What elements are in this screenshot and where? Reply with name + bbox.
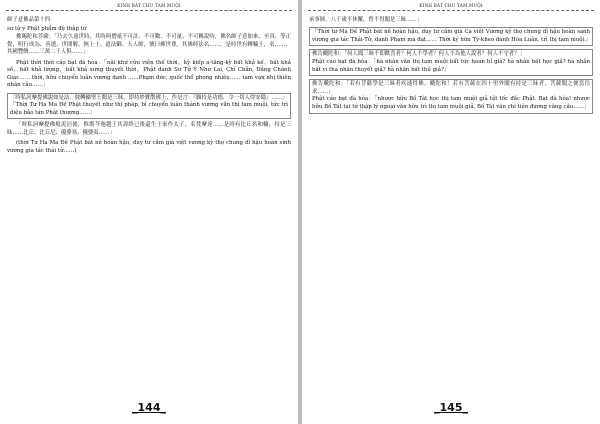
- paragraph-zh: 承事師，八千歲不休懈，曾不得聞是三昧……」: [309, 17, 423, 23]
- right-page: [302, 0, 600, 424]
- paragraph-vi: Phật cáo bạt đà hòa：「nhược hữu Bồ Tát học thị tam muội giả tật tốc đắc Phật. Bạt đà hòa! nhược hữu Bồ Tát tại tứ thập lý ngoại văn hữu trì thị tam muội giả, Bồ Tát văn chi tiện đương vãng cầu……」: [312, 96, 590, 110]
- header-rule: [6, 10, 292, 11]
- left-body: [7, 17, 291, 384]
- paragraph-zh: 「時私訶摩提佛說如是法，彼轉輪聖王聞是三昧，即持妙寶散佛上，作是言：『願持是功德，令一切人得安隱』……」: [10, 94, 288, 101]
- chapter-title-zh: 師子意佛品第十四: [7, 17, 51, 23]
- paragraph-vi: 「Thời tư Ma Đề Phật bát nê hoàn hậu, duy tư cầm già Ca việt Vương kỳ thọ chung dĩ hậu hoàn sanh vương gia tác Thái-Tử, danh Phạm ma đạt…… Thời ký hữu Tỳ-kheo danh Hòa Luân, trì thị tam muội.」: [312, 29, 592, 43]
- paragraph-zh: 佛告颰陀和：「若有菩薩學是三昧者疾速得佛。颰陀和！若有菩薩在四十里外聞有持是三昧者，菩薩聞之便當往求……」: [312, 81, 590, 95]
- paragraph-vi: Phật cáo bạt đà hòa：「hà nhân văn thị tam muội bất tức hoan hỉ giả? hà nhân bất học giả? hà nhân bất vi tha nhân thuyết giả? hà nhân bất thủ giả?」: [312, 58, 590, 73]
- running-header-right: KINH BÁT CHU TAM MUỘI: [419, 3, 483, 8]
- running-header-left: KINH BÁT CHU TAM MUỘI: [117, 3, 181, 8]
- left-page: [0, 0, 298, 424]
- quoted-block: [309, 79, 593, 113]
- paragraph-vi: Phật thời thời cáo bạt đà hòa：「nãi khứ cửu viễn thế thời，kỳ kiếp a-tăng-kỳ bất khả kế，bất khả số，bất khả lượng，bất khả xưng thuyết thời，Phật danh Sư Tử Ý Như Lai, Chí Chân, Đẳng Chánh Giác…… thời, hữu chuyển luân vương danh ……Phạm đức, quốc thổ phong nhiêu…… tam vạn nhị thiên nhân câu……」: [7, 59, 291, 89]
- quoted-block: [309, 27, 593, 46]
- header-rule: [308, 10, 594, 11]
- paragraph-vi: 「Thời Tư Ha Ma Đề Phật thuyết như thị pháp, bỉ chuyển luân thánh vương văn thị tam muội, tức trì diệu bảo tán Phật thượng……」: [10, 102, 288, 116]
- quoted-block: [309, 49, 593, 76]
- page-number-right: _145_: [434, 401, 468, 414]
- paragraph-zh: 「時私訶摩提佛般泥洹後，惟斯芩迦越王其壽終已後還生王家作太子，名梵摩達……是時有比丘名和輪，持是三昧……比丘、比丘尼、優婆塞、優婆夷……」: [7, 122, 291, 136]
- paragraph-zh: 佛告颰陀和：「何人聞三昧不即歡喜者？何人不學者？何人不為他人說者？何人不守者？」: [312, 51, 525, 58]
- chapter-title-vi: sư tử ý Phật phẩm đệ thập tứ: [7, 25, 87, 32]
- paragraph-zh: 佛賜陀和菩薩：「乃去久遠世時，其時阿僧祇不可計、不可數、不可量、不可稱說時，佛名師子意如來、至真、等正覺，明行成為、善逝、世間解、無上士、道法御、天人師，號曰佛世尊。其佛時法名……。是時世有轉輪王，名……，其國豐饒……三萬二千人俱……」: [7, 34, 291, 56]
- page-number-left: _144_: [132, 401, 166, 414]
- quoted-block: [7, 93, 291, 120]
- right-body: [309, 17, 593, 384]
- paragraph-vi: (thời Tư Ha Ma Đề Phật bát nê hoàn hậu, duy tư cầm già việt vương kỳ thọ chung dĩ hậu hoàn sinh vương gia tác thái tử……): [7, 140, 291, 154]
